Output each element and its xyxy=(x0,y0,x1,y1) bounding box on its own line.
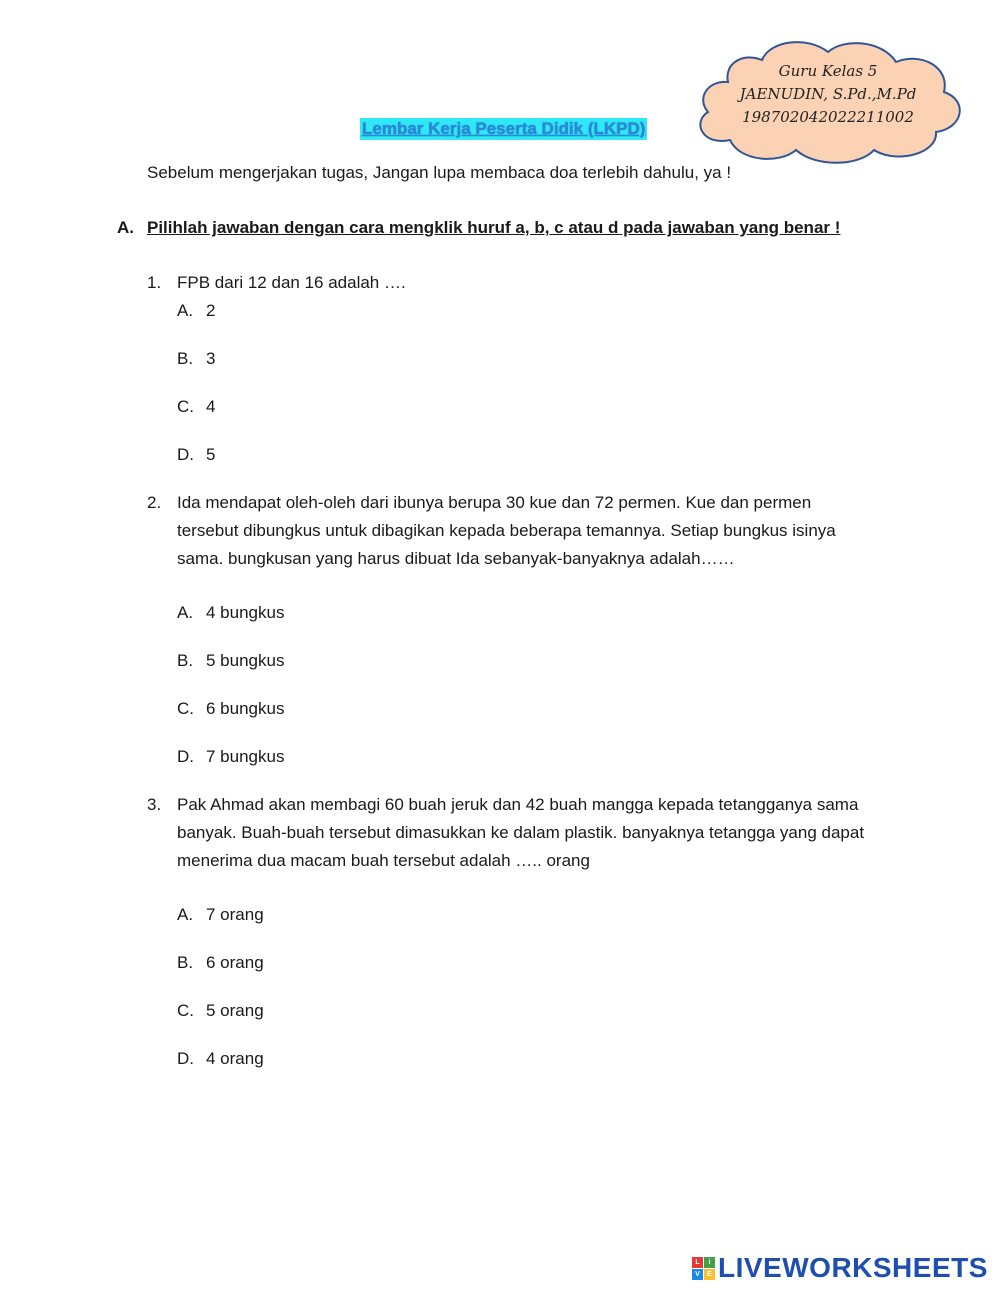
question-3-option-a-letter[interactable]: A. xyxy=(177,905,194,924)
question-2-text: Ida mendapat oleh-oleh dari ibunya berupa 30 kue dan 72 permen. Kue dan permen tersebut dibungkus untuk dibagikan kepada beberapa temannya. Setiap bungkus isinya sama. bungkusan yang harus dibuat Ida sebanyak-banyaknya adalah…… xyxy=(177,493,836,568)
question-3-number: 3. xyxy=(147,795,162,814)
question-2-option-b-letter[interactable]: B. xyxy=(177,651,194,670)
question-3-option-a-text: 7 orang xyxy=(206,905,264,924)
question-3-option-b-text: 6 orang xyxy=(206,953,264,972)
stamp-line-3: 198702042022211002 xyxy=(742,108,914,126)
question-2-number: 2. xyxy=(147,493,162,512)
question-2-option-c-letter[interactable]: C. xyxy=(177,699,194,718)
question-1-option-b-letter[interactable]: B. xyxy=(177,349,194,368)
question-1-option-d-text: 5 xyxy=(206,445,216,464)
question-1-option-a-letter[interactable]: A. xyxy=(177,301,194,320)
question-2-option-d-text: 7 bungkus xyxy=(206,747,285,766)
question-3-option-c-text: 5 orang xyxy=(206,1001,264,1020)
question-1-number: 1. xyxy=(147,273,162,292)
question-2-option-a-letter[interactable]: A. xyxy=(177,603,194,622)
question-3-option-d-letter[interactable]: D. xyxy=(177,1049,194,1068)
question-3-option-b-letter[interactable]: B. xyxy=(177,953,194,972)
question-3-option-c-letter[interactable]: C. xyxy=(177,1001,194,1020)
page-title: Lembar Kerja Peserta Didik (LKPD) xyxy=(362,119,646,138)
question-2-option-b-text: 5 bungkus xyxy=(206,651,285,670)
question-2-option-c-text: 6 bungkus xyxy=(206,699,285,718)
intro-text: Sebelum mengerjakan tugas, Jangan lupa membaca doa terlebih dahulu, ya ! xyxy=(147,163,732,182)
question-1-option-b-text: 3 xyxy=(206,349,216,368)
teacher-stamp-cloud xyxy=(688,30,968,170)
question-2-option-a-text: 4 bungkus xyxy=(206,603,285,622)
question-3-option-d-text: 4 orang xyxy=(206,1049,264,1068)
question-1-option-d-letter[interactable]: D. xyxy=(177,445,194,464)
logo-cell-3: V xyxy=(692,1269,703,1280)
logo-cell-4: E xyxy=(704,1269,715,1280)
section-instruction: Pilihlah jawaban dengan cara mengklik huruf a, b, c atau d pada jawaban yang benar ! xyxy=(147,218,841,237)
logo-cell-2: i xyxy=(704,1257,715,1268)
question-1-option-a-text: 2 xyxy=(206,301,216,320)
question-1-option-c-text: 4 xyxy=(206,397,216,416)
liveworksheets-logo-icon xyxy=(692,1257,716,1281)
question-3-text: Pak Ahmad akan membagi 60 buah jeruk dan 42 buah mangga kepada tetangganya sama banyak. Buah-buah tersebut dimasukkan ke dalam plastik. banyaknya tetangga yang dapat menerima dua macam buah tersebut adalah ….. orang xyxy=(177,795,865,870)
question-1-text: FPB dari 12 dan 16 adalah …. xyxy=(177,273,406,292)
stamp-line-1: Guru Kelas 5 xyxy=(778,62,878,80)
section-letter: A. xyxy=(117,218,134,237)
logo-cell-1: L xyxy=(692,1257,703,1268)
liveworksheets-logo-text: LIVEWORKSHEETS xyxy=(718,1252,988,1283)
stamp-line-2: JAENUDIN, S.Pd.,M.Pd xyxy=(739,85,917,103)
question-1-option-c-letter[interactable]: C. xyxy=(177,397,194,416)
question-2-option-d-letter[interactable]: D. xyxy=(177,747,194,766)
